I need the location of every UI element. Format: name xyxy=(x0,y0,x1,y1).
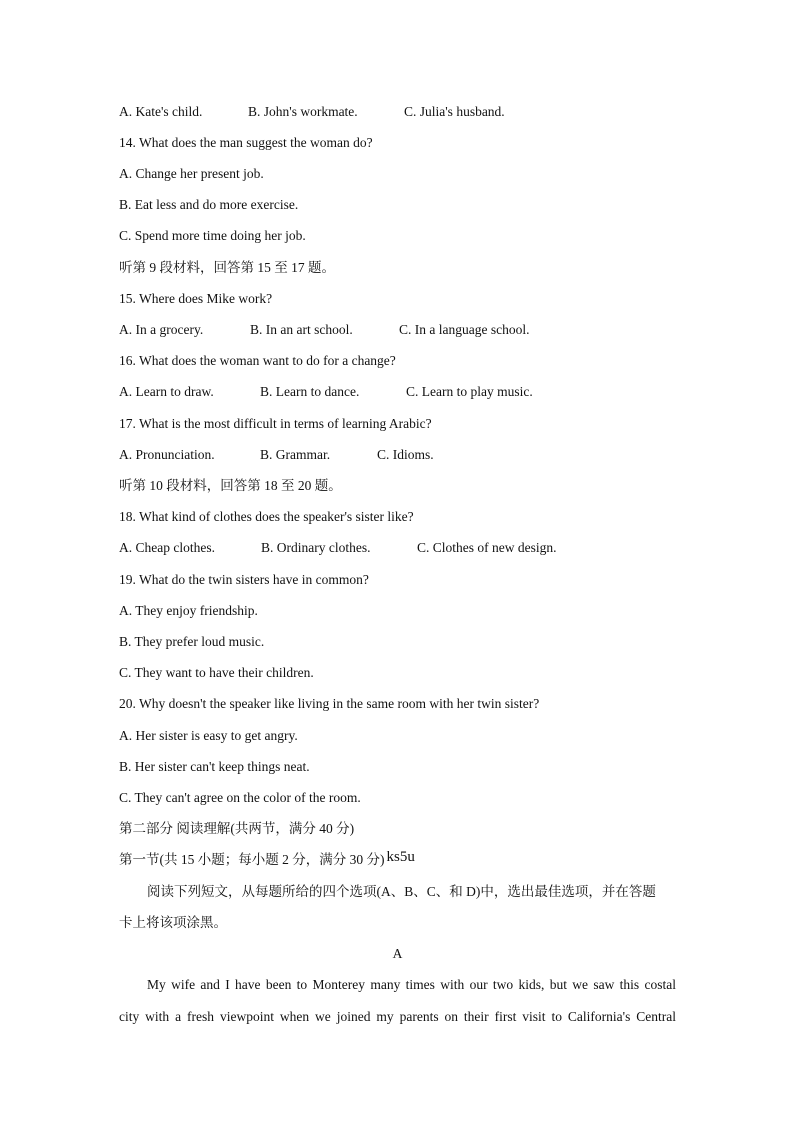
q15-options xyxy=(119,321,676,339)
q18-options xyxy=(119,539,676,557)
q15-option-b: B. In an art school. xyxy=(250,322,353,337)
ks5u-watermark: ks5u xyxy=(386,849,415,865)
q14-option-c: C. Spend more time doing her job. xyxy=(119,228,306,243)
q19-option-c: C. They want to have their children. xyxy=(119,665,314,680)
q18-option-a: A. Cheap clothes. xyxy=(119,540,215,555)
q18-question: 18. What kind of clothes does the speaker's sister like? xyxy=(119,509,414,524)
section-1-text: 第一节(共 15 小题；每小题 2 分，满分 30 分) xyxy=(119,852,385,867)
section-10-heading: 听第 10 段材料，回答第 18 至 20 题。 xyxy=(119,478,342,493)
passage-line-1: My wife and I have been to Monterey many times with our two kids, but we saw this costal xyxy=(147,977,676,992)
q20-option-b: B. Her sister can't keep things neat. xyxy=(119,759,310,774)
q17-option-c: C. Idioms. xyxy=(377,447,434,462)
q17-option-b: B. Grammar. xyxy=(260,447,331,462)
q17-option-a: A. Pronunciation. xyxy=(119,447,215,462)
q15-option-a: A. In a grocery. xyxy=(119,322,204,337)
q17-question: 17. What is the most difficult in terms of learning Arabic? xyxy=(119,416,432,431)
q16-option-b: B. Learn to dance. xyxy=(260,384,360,399)
section-1-heading xyxy=(119,851,676,869)
section-9-heading: 听第 9 段材料，回答第 15 至 17 题。 xyxy=(119,260,335,275)
passage-line-2: city with a fresh viewpoint when we joined my parents on their first visit to California's Central xyxy=(119,1009,676,1024)
q16-options xyxy=(119,383,676,401)
q13-option-c: C. Julia's husband. xyxy=(404,104,505,119)
q20-option-a: A. Her sister is easy to get angry. xyxy=(119,728,298,743)
q13-option-a: A. Kate's child. xyxy=(119,104,203,119)
q19-question: 19. What do the twin sisters have in common? xyxy=(119,572,369,587)
instruction-line-2: 卡上将该项涂黑。 xyxy=(119,915,227,930)
q17-options xyxy=(119,446,676,464)
q13-options xyxy=(119,103,676,121)
q16-option-a: A. Learn to draw. xyxy=(119,384,214,399)
q13-option-b: B. John's workmate. xyxy=(248,104,358,119)
q14-question: 14. What does the man suggest the woman do? xyxy=(119,135,373,150)
q19-option-b: B. They prefer loud music. xyxy=(119,634,265,649)
q20-option-c: C. They can't agree on the color of the room. xyxy=(119,790,361,805)
q14-option-a: A. Change her present job. xyxy=(119,166,264,181)
q15-question: 15. Where does Mike work? xyxy=(119,291,273,306)
q16-option-c: C. Learn to play music. xyxy=(406,384,533,399)
q19-option-a: A. They enjoy friendship. xyxy=(119,603,258,618)
instruction-line-1: 阅读下列短文，从每题所给的四个选项(A、B、C、和 D)中，选出最佳选项，并在答题 xyxy=(147,884,656,899)
q14-option-b: B. Eat less and do more exercise. xyxy=(119,197,299,212)
q15-option-c: C. In a language school. xyxy=(399,322,530,337)
passage-letter: A xyxy=(392,946,403,961)
part-2-heading: 第二部分 阅读理解(共两节，满分 40 分) xyxy=(119,821,355,836)
q20-question: 20. Why doesn't the speaker like living in the same room with her twin sister? xyxy=(119,696,540,711)
q18-option-c: C. Clothes of new design. xyxy=(417,540,557,555)
q18-option-b: B. Ordinary clothes. xyxy=(261,540,371,555)
q16-question: 16. What does the woman want to do for a change? xyxy=(119,353,396,368)
